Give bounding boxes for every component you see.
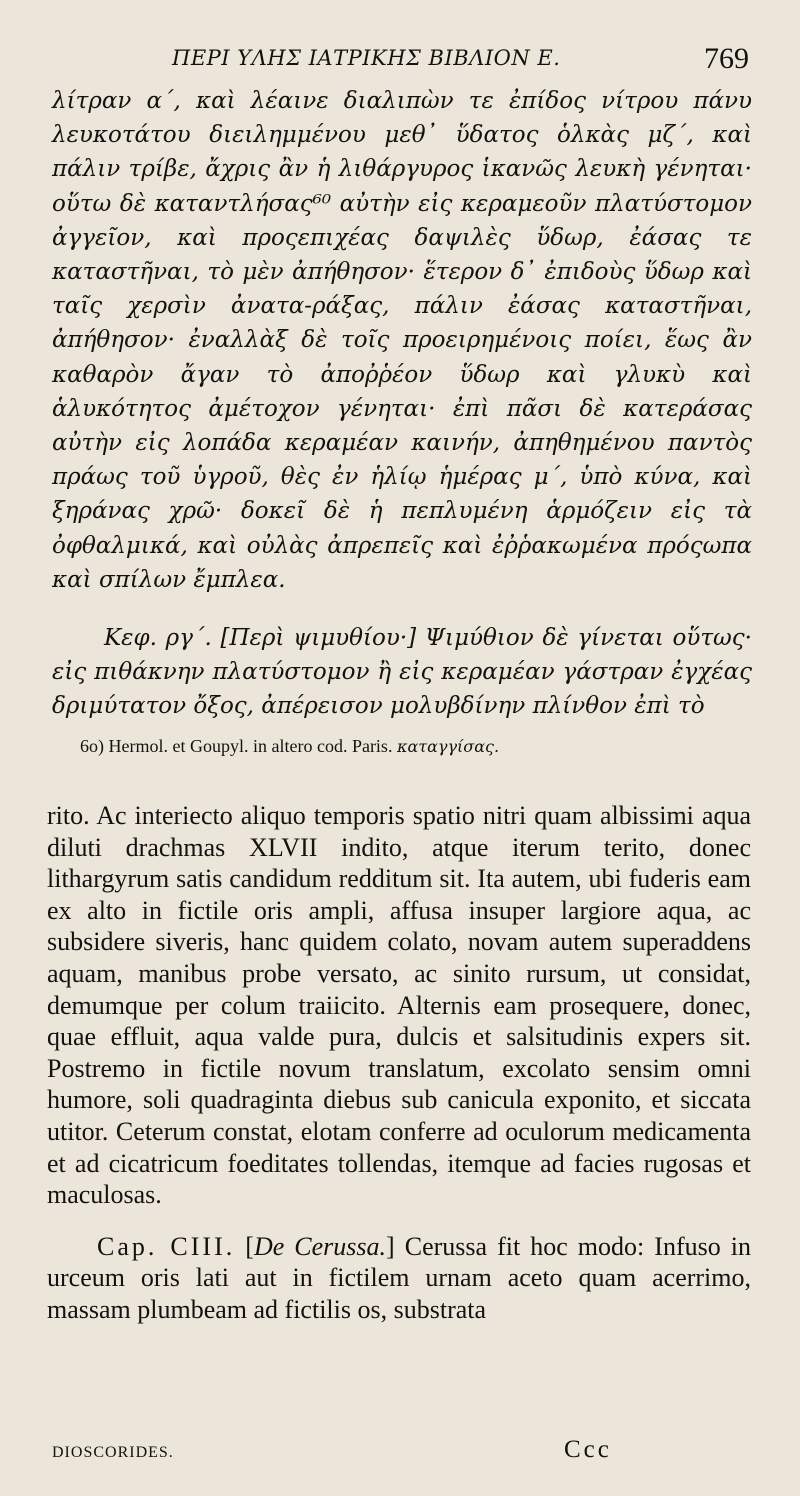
latin-chapter-paragraph: Cap. CIII. [De Cerussa.] Cerussa fit hoc modo: Infuso in urceum oris lati aut in fictilem urnam aceto quam acerrimo, massam plumbeam ad fictilis os, substrata bbox=[47, 1231, 751, 1324]
page-footer bbox=[0, 1436, 800, 1476]
greek-chapter-title: [Περὶ ψιμυθίου·] bbox=[220, 625, 417, 652]
footnote bbox=[80, 736, 760, 757]
latin-chapter-label: Cap. CIII. bbox=[97, 1231, 236, 1261]
page-header bbox=[0, 38, 800, 82]
latin-chapter-title: De Cerussa. bbox=[253, 1231, 387, 1261]
latin-paragraph: rito. Ac interiecto aliquo temporis spatio nitri quam albissimi aqua diluti drachmas XLVII indito, atque iterum terito, donec lithargyrum satis candidum redditum sit. Ita autem, ubi fuderis eam ex alto in fictile oris ampli, affusa insuper largiore aqua, ac subsidere siveris, hanc quidem colato, novam autem superaddens aquam, manibus probe versato, ac sinito rursum, ut considat, demumque per colum traiicito. Alternis eam prosequere, donec, quae effluit, aqua valde pura, dulcis et salsitudinis expers sit. Postremo in fictile novum translatum, excolato sensim omni humore, soli quadraginta diebus sub canicula exponito, et siccata utitor. Ceterum constat, elotam conferre ad oculorum medicamenta et ad cicatricum foeditates tollendas, itemque ad facies rugosas et maculosas. bbox=[47, 801, 751, 1210]
footer-author: DIOSCORIDES. bbox=[52, 1444, 174, 1461]
greek-text-block bbox=[52, 84, 752, 724]
greek-chapter-paragraph bbox=[52, 621, 752, 724]
footnote-greek-word: καταγγίσας. bbox=[396, 737, 500, 756]
greek-paragraph: λίτραν α΄, καὶ λέαινε διαλιπὼν τε ἐπίδος νίτρου πάνυ λευκοτάτου διειλημμένου μεθ᾽ ὕδατος ὁλκὰς μζ΄, καὶ πάλιν τρίβε, ἄχρις ἂν ἡ λιθάργυρος ἱκανῶς λευκὴ γένηται· οὕτω δὲ καταντλήσας⁶⁰ αὐτὴν εἰς κεραμεοῦν πλατύστομον ἀγγεῖον, καὶ προςεπιχέας δαψιλὲς ὕδωρ, ἐάσας τε καταστῆναι, τὸ μὲν ἀπήθησον· ἕτερον δ᾽ ἐπιδοὺς ὕδωρ καὶ ταῖς χερσὶν ἀνατα-ράξας, πάλιν ἐάσας καταστῆναι, ἀπήθησον· ἐναλλὰξ δὲ τοῖς προειρημένοις ποίει, ἕως ἂν καθαρὸν ἄγαν τὸ ἀποῤῥέον ὕδωρ καὶ γλυκὺ καὶ ἁλυκότητος ἀμέτοχον γένηται· ἐπὶ πᾶσι δὲ κατεράσας αὐτὴν εἰς λοπάδα κεραμέαν καινήν, ἀπηθημένου παντὸς πράως τοῦ ὑγροῦ, θὲς ἐν ἡλίῳ ἡμέρας μ΄, ὑπὸ κύνα, καὶ ξηράνας χρῶ· δοκεῖ δὲ ἡ πεπλυμένη ἁρμόζειν εἰς τὰ ὀφθαλμικά, καὶ οὐλὰς ἀπρεπεῖς καὶ ἐῤῥακωμένα πρόςωπα καὶ σπίλων ἔμπλεα. bbox=[52, 88, 752, 593]
greek-chapter-label: Κεφ. ργ΄. bbox=[104, 625, 212, 652]
footnote-text: Hermol. et Goupyl. in altero cod. Paris. bbox=[108, 736, 393, 756]
signature-mark: Ccc bbox=[564, 1436, 612, 1463]
greek-chapter-text: Ψιμύθιον δὲ γίνεται οὕτως· εἰς πιθάκνην πλατύστομον ἢ εἰς κεραμέαν γάστραν ἐγχέας δριμύτατον ὄξος, ἀπέρεισον μολυβδίνην πλίνθον ἐπὶ τὸ bbox=[52, 625, 752, 720]
running-title: ΠΕΡΙ ΥΛΗΣ ΙΑΤΡΙΚΗΣ ΒΙΒΛΙΟΝ Ε. bbox=[172, 46, 561, 70]
page-number: 769 bbox=[704, 42, 749, 75]
footnote-marker: 6o) bbox=[80, 736, 104, 756]
latin-text-block bbox=[47, 800, 751, 1326]
latin-chapter-text: Cerussa fit hoc modo: Infuso in urceum oris lati aut in fictilem urnam aceto quam acerrimo, massam plumbeam ad fictilis os, substrata bbox=[47, 1231, 751, 1324]
